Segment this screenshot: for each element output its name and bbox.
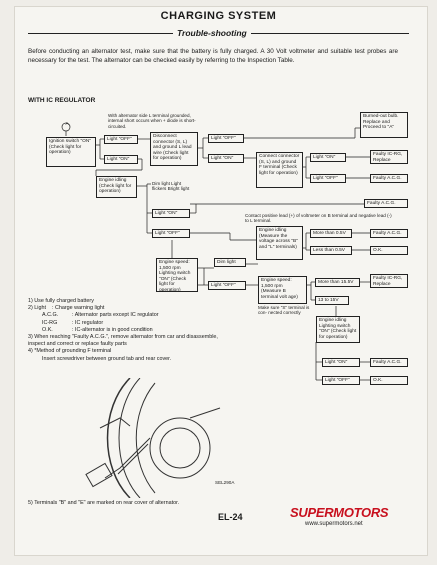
engine-speed-1: Engine speed: 1,500 rpm Lighting switch "ON" (Check light for operation) — [156, 258, 198, 292]
note-top: With alternator side L terminal grounded, internal short occurs when + diode is short-circuited. — [108, 113, 196, 129]
light-off-1: Light "OFF" — [104, 135, 138, 144]
faulty-acg-1: Faulty A.C.G. — [370, 174, 408, 183]
engine-idling-1: Engine idling (Check light for operation) — [96, 176, 137, 198]
photo-label: SEL290A — [215, 480, 235, 485]
faulty-icrg-1: Faulty IC-RG, Replace — [370, 150, 408, 164]
more-than-155v: More than 15.5V — [315, 278, 360, 287]
marker-a: A — [65, 121, 69, 126]
light-on-5: Light "ON" — [322, 358, 360, 367]
subtitle: Trouble-shooting — [173, 28, 251, 38]
ok-2: O.K. — [370, 376, 408, 385]
watermark-url: www.supermotors.net — [305, 521, 363, 527]
note-4b: Insert screwdriver between ground tab and rear cover. — [42, 355, 172, 362]
watermark-brand: SUPERMOTORS — [290, 505, 389, 520]
more-than-05v: More than 0.5V — [310, 229, 352, 238]
light-off-6: Light "OFF" — [322, 376, 360, 385]
faulty-acg-3: Faulty A.C.G. — [370, 229, 408, 238]
engine-speed-2: Engine speed: 1,500 rpm (Measure B terminal volt age) — [258, 276, 307, 304]
burned-out-box: Burned-out bulb. Replace and Proceed to "A" — [360, 112, 408, 138]
light-on-1: Light "ON" — [104, 155, 138, 164]
section-heading: WITH IC REGULATOR — [28, 97, 96, 104]
note-ok — [28, 327, 228, 334]
acg-key: A.C.G. — [42, 312, 59, 319]
ok-value: : IC-alternator is in good condition — [72, 326, 153, 333]
note-acg — [28, 312, 228, 319]
contact-note: Contact positive lead (+) of voltmeter on B terminal and negative lead (-) to L terminal. — [245, 213, 392, 224]
ok-key: O.K. — [42, 326, 53, 333]
notes-list — [28, 298, 228, 363]
note-2 — [28, 305, 228, 312]
ok-1: O.K. — [370, 246, 408, 255]
light-on-4: Light "ON" — [152, 209, 190, 218]
light-off-3: Light "OFF" — [310, 174, 346, 183]
icrg-key: IC-RG — [42, 319, 58, 326]
light-on-3: Light "ON" — [310, 153, 346, 162]
disconnect-box: Disconnect connector (S, L) and ground L lead wire (Check light for operation) — [150, 132, 198, 166]
dim-light-2: Dim light — [214, 258, 246, 267]
note-2-head: 2) Light — [28, 305, 46, 312]
light-on-2: Light "ON" — [208, 154, 244, 163]
note-4: 4) *Method of grounding F terminal — [28, 348, 112, 355]
icrg-value: : IC regulator — [72, 319, 104, 326]
light-off-5: Light "OFF" — [208, 281, 246, 290]
make-sure-note: Make sure "S" terminal is con- nected correctly — [258, 305, 310, 316]
range-13-15v: 13 to 15V — [315, 296, 349, 305]
light-off-2: Light "OFF" — [208, 134, 244, 143]
note-1: 1) Use fully charged battery — [28, 298, 94, 304]
ignition-box: Ignition switch "ON" (Check light for operation) — [46, 137, 96, 167]
page-number: EL-24 — [218, 512, 243, 522]
note-5: 5) Terminals "B" and "E" are marked on rear cover of alternator. — [28, 500, 180, 506]
acg-value: : Alternator parts except IC regulator — [72, 312, 159, 319]
dim-light-text: Dim light Light flickers Bright light — [152, 181, 190, 192]
note-3: 3) When reaching "Faulty A.C.G.", remove alternator from car and disassemble, inspect and correct or replace faulty parts — [28, 334, 218, 348]
light-off-4: Light "OFF" — [152, 229, 190, 238]
connect-box: Connect connector (S, L) and ground F terminal (Check light for operation) — [256, 152, 303, 188]
note-2-value: : Charge warning light — [51, 305, 105, 312]
intro-paragraph: Before conducting an alternator test, make sure that the battery is fully charged. A 30 Volt voltmeter and suitable test probes are necessary for the test. The alternator can be checked easily by referring to the Inspection Table. — [28, 48, 398, 64]
faulty-icrg-2: Faulty IC-RG, Replace — [370, 274, 408, 288]
faulty-acg-2: Faulty A.C.G. — [364, 199, 408, 208]
page-title: CHARGING SYSTEM — [160, 10, 277, 22]
note-icrg — [28, 320, 228, 327]
engine-idling-3: Engine idling Lighting switch "ON" (Check light for operation) — [316, 316, 360, 343]
faulty-acg-4: Faulty A.C.G. — [370, 358, 408, 367]
less-than-05v: Less than 0.5V — [310, 246, 352, 255]
engine-idling-2: Engine idling (Measure the voltage across "B" and "L" terminals) — [256, 226, 303, 260]
